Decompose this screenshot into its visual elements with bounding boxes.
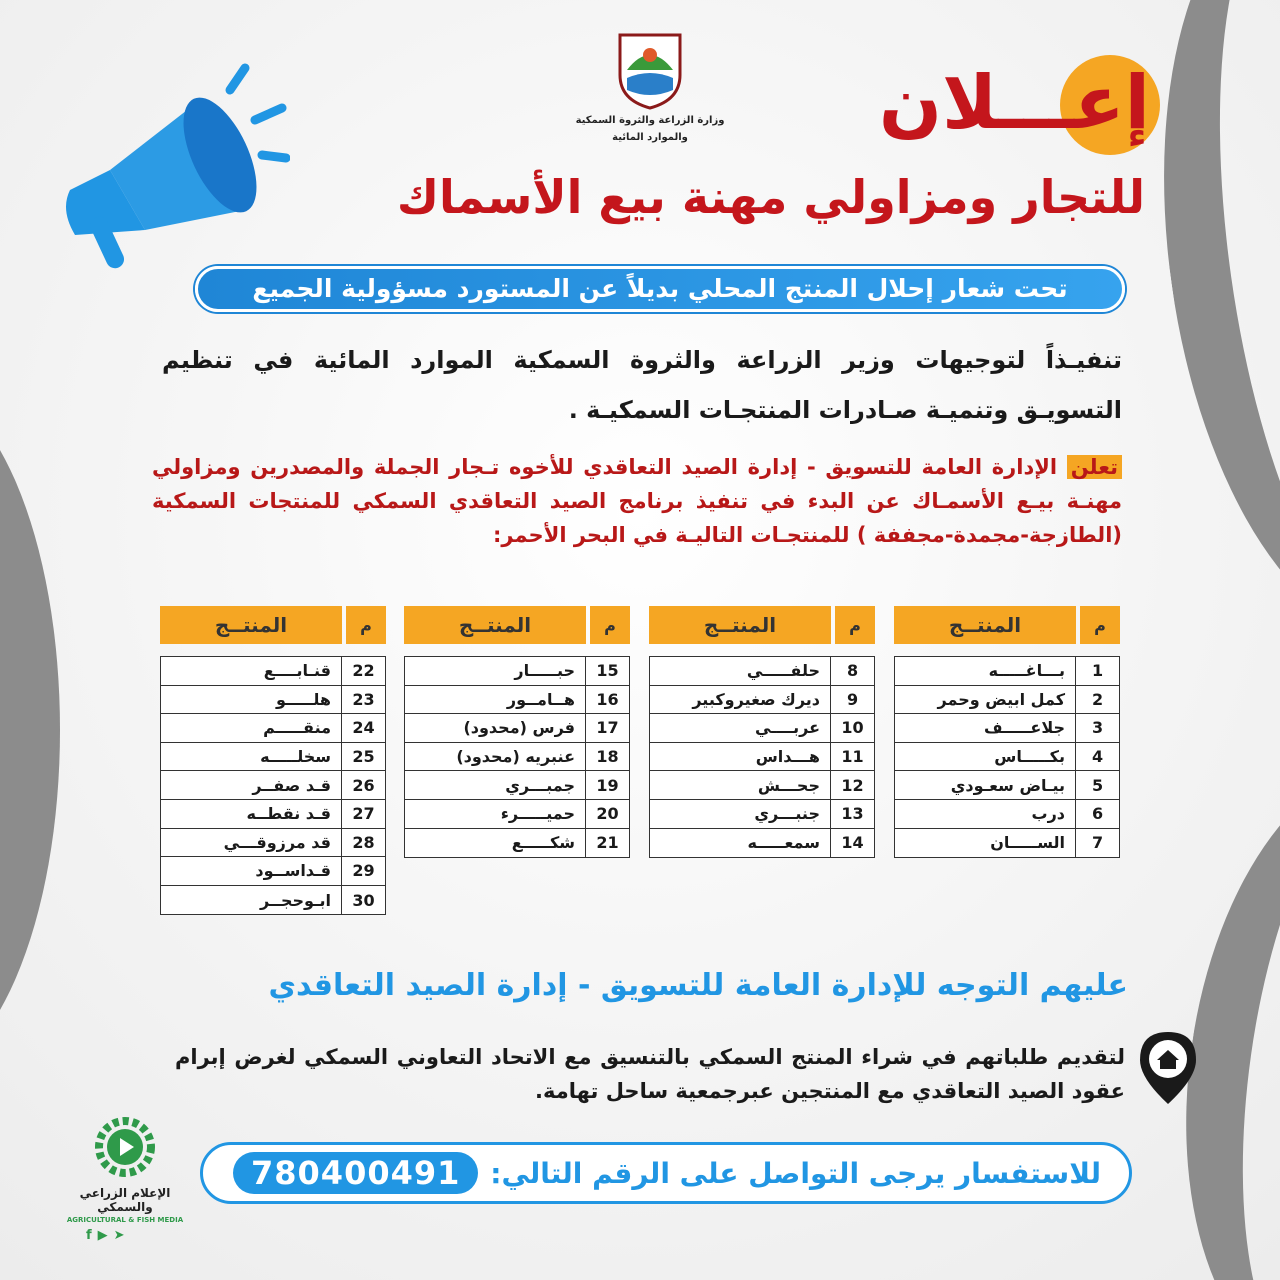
row-product: شكـــــع xyxy=(511,833,575,853)
row-product: ديرك صغيروكبير xyxy=(692,689,820,709)
row-product: بكـــــاس xyxy=(994,747,1065,767)
table-header xyxy=(160,606,386,644)
row-product: حميـــــرء xyxy=(500,804,575,824)
row-product: منقـــــم xyxy=(263,718,331,738)
row-number: 3 xyxy=(1075,714,1119,742)
table-row xyxy=(405,657,629,686)
table-row xyxy=(650,714,874,743)
row-product: هـــداس xyxy=(755,747,820,767)
products-table-4 xyxy=(160,606,386,915)
table-row xyxy=(161,771,385,800)
ministry-name: وزارة الزراعة والثروة السمكية xyxy=(575,115,725,126)
row-product: بـــاغـــــه xyxy=(988,661,1065,681)
media-name-ar: الإعلام الزراعي والسمكي xyxy=(79,1186,171,1214)
row-product: قنـابــــع xyxy=(263,661,331,681)
table-row xyxy=(405,829,629,858)
row-number: 15 xyxy=(585,657,629,685)
table-row xyxy=(895,686,1119,715)
media-logo xyxy=(60,1112,190,1224)
table-header-product: المنتــج xyxy=(649,606,831,644)
table-body xyxy=(404,656,630,858)
table-row xyxy=(650,829,874,858)
row-product: هــامــور xyxy=(506,689,575,709)
row-product: درب xyxy=(1031,804,1065,824)
row-product: هلـــــو xyxy=(276,689,331,709)
row-number: 28 xyxy=(341,829,385,857)
phone-number[interactable]: 780400491 xyxy=(233,1152,478,1194)
table-row xyxy=(405,771,629,800)
table-header-num: م xyxy=(1080,606,1120,644)
table-row xyxy=(405,714,629,743)
row-product: عربــــي xyxy=(755,718,820,738)
ministry-crest-icon xyxy=(615,30,685,110)
row-product: حبـــــار xyxy=(514,661,575,681)
row-number: 24 xyxy=(341,714,385,742)
row-number: 9 xyxy=(830,686,874,714)
ministry-name-line2: والموارد المائية xyxy=(612,132,688,143)
media-name-en: AGRICULTURAL & FISH MEDIA xyxy=(66,1216,184,1224)
row-product: جحـــش xyxy=(757,775,820,795)
table-row xyxy=(650,686,874,715)
row-number: 12 xyxy=(830,771,874,799)
table-row xyxy=(895,743,1119,772)
table-row xyxy=(161,829,385,858)
table-row xyxy=(161,886,385,915)
direction-heading: عليهم التوجه للإدارة العامة للتسويق - إدارة الصيد التعاقدي xyxy=(268,968,1128,1003)
telegram-icon[interactable]: ➤ xyxy=(113,1228,125,1243)
table-row xyxy=(650,743,874,772)
contact-bar xyxy=(200,1142,1132,1204)
row-product: فرس (محدود) xyxy=(463,718,575,738)
row-product: سخلـــــه xyxy=(260,747,331,767)
announcement-text: الإدارة العامة للتسويق - إدارة الصيد التعاقدي للأخوه تـجار الجملة والمصدرين ومزاولي مهنـة بيـع الأسمـاك عن البدء في تنفيذ برنامج الصيد التعاقدي السمكي للمنتجات السمكية (الطازجة-مجمدة-مجففة ) للمنتجـات التاليـة في البحر الأحمر: xyxy=(152,455,1122,547)
table-row xyxy=(161,714,385,743)
slogan-banner: تحت شعار إحلال المنتج المحلي بديلاً عن المستورد مسؤولية الجميع xyxy=(195,266,1125,312)
row-number: 5 xyxy=(1075,771,1119,799)
row-number: 7 xyxy=(1075,829,1119,858)
row-number: 14 xyxy=(830,829,874,858)
row-number: 25 xyxy=(341,743,385,771)
row-number: 19 xyxy=(585,771,629,799)
row-number: 23 xyxy=(341,686,385,714)
row-product: ابـوحجــر xyxy=(260,890,331,910)
row-product: بيـاض سعـودي xyxy=(950,775,1065,795)
table-header-product: المنتــج xyxy=(160,606,342,644)
row-number: 18 xyxy=(585,743,629,771)
announcement-paragraph xyxy=(152,450,1122,552)
row-product: حلفـــــي xyxy=(746,661,820,681)
table-header-num: م xyxy=(590,606,630,644)
table-header xyxy=(649,606,875,644)
row-number: 2 xyxy=(1075,686,1119,714)
row-product: جلاعـــــف xyxy=(983,718,1065,738)
table-row xyxy=(161,800,385,829)
row-product: جمبـــري xyxy=(505,775,575,795)
row-number: 6 xyxy=(1075,800,1119,828)
facebook-icon[interactable]: f xyxy=(86,1228,92,1243)
table-row xyxy=(650,771,874,800)
table-header-num: م xyxy=(346,606,386,644)
row-number: 13 xyxy=(830,800,874,828)
row-product: جنبـــري xyxy=(754,804,820,824)
row-number: 10 xyxy=(830,714,874,742)
contact-text: للاستفسار يرجى التواصل على الرقم التالي: xyxy=(490,1156,1101,1190)
row-number: 4 xyxy=(1075,743,1119,771)
row-product: عنبريه (محدود) xyxy=(456,747,575,767)
row-product: كمل ابيض وحمر xyxy=(937,689,1065,709)
table-row xyxy=(405,686,629,715)
products-table-1 xyxy=(894,606,1120,858)
row-number: 20 xyxy=(585,800,629,828)
row-number: 27 xyxy=(341,800,385,828)
row-number: 1 xyxy=(1075,657,1119,685)
intro-paragraph: تنفيـذاً لتوجيهات وزير الزراعة والثروة السمكية الموارد المائية في تنظيم التسويـق وتنميـة صـادرات المنتجـات السمكيـة . xyxy=(162,346,1122,424)
announcement-highlight: تعلن xyxy=(1067,455,1122,479)
row-product: قـداســود xyxy=(255,861,331,881)
table-row xyxy=(161,686,385,715)
products-table-2 xyxy=(649,606,875,858)
table-row xyxy=(895,800,1119,829)
gear-play-icon xyxy=(90,1112,160,1182)
table-body xyxy=(649,656,875,858)
table-header-product: المنتــج xyxy=(404,606,586,644)
row-product: الســـــان xyxy=(990,833,1065,853)
table-row xyxy=(895,829,1119,858)
row-product: قـد صفــر xyxy=(252,775,331,795)
row-number: 8 xyxy=(830,657,874,685)
megaphone-icon xyxy=(50,60,290,300)
page-title: إعـــلان xyxy=(878,60,1150,146)
row-product: قـد نقطــه xyxy=(246,804,331,824)
row-product: سمعـــــه xyxy=(747,833,820,853)
products-table-3 xyxy=(404,606,630,858)
table-header xyxy=(894,606,1120,644)
row-number: 17 xyxy=(585,714,629,742)
row-number: 26 xyxy=(341,771,385,799)
page-subtitle: للتجار ومزاولي مهنة بيع الأسماك xyxy=(396,170,1145,224)
table-body xyxy=(894,656,1120,858)
table-row xyxy=(895,714,1119,743)
location-pin-icon xyxy=(1138,1030,1198,1106)
table-row xyxy=(895,771,1119,800)
row-number: 11 xyxy=(830,743,874,771)
row-number: 21 xyxy=(585,829,629,858)
instructions-paragraph: لتقديم طلباتهم في شراء المنتج السمكي بالتنسيق مع الاتحاد التعاوني السمكي لغرض إبرام عقود الصيد التعاقدي مع المنتجين عبرجمعية ساحل تهامة. xyxy=(175,1045,1125,1103)
table-body xyxy=(160,656,386,915)
table-row xyxy=(161,857,385,886)
row-number: 16 xyxy=(585,686,629,714)
youtube-icon[interactable]: ▶ xyxy=(97,1228,108,1243)
table-row xyxy=(161,743,385,772)
row-number: 29 xyxy=(341,857,385,885)
table-row xyxy=(650,800,874,829)
social-links xyxy=(86,1228,125,1243)
table-row xyxy=(405,743,629,772)
row-product: قد مرزوقـــي xyxy=(223,832,331,852)
table-header-num: م xyxy=(835,606,875,644)
table-header-product: المنتــج xyxy=(894,606,1076,644)
row-number: 22 xyxy=(341,657,385,685)
table-row xyxy=(161,657,385,686)
ministry-logo xyxy=(575,30,725,144)
table-row xyxy=(650,657,874,686)
table-header xyxy=(404,606,630,644)
table-row xyxy=(895,657,1119,686)
row-number: 30 xyxy=(341,886,385,915)
table-row xyxy=(405,800,629,829)
